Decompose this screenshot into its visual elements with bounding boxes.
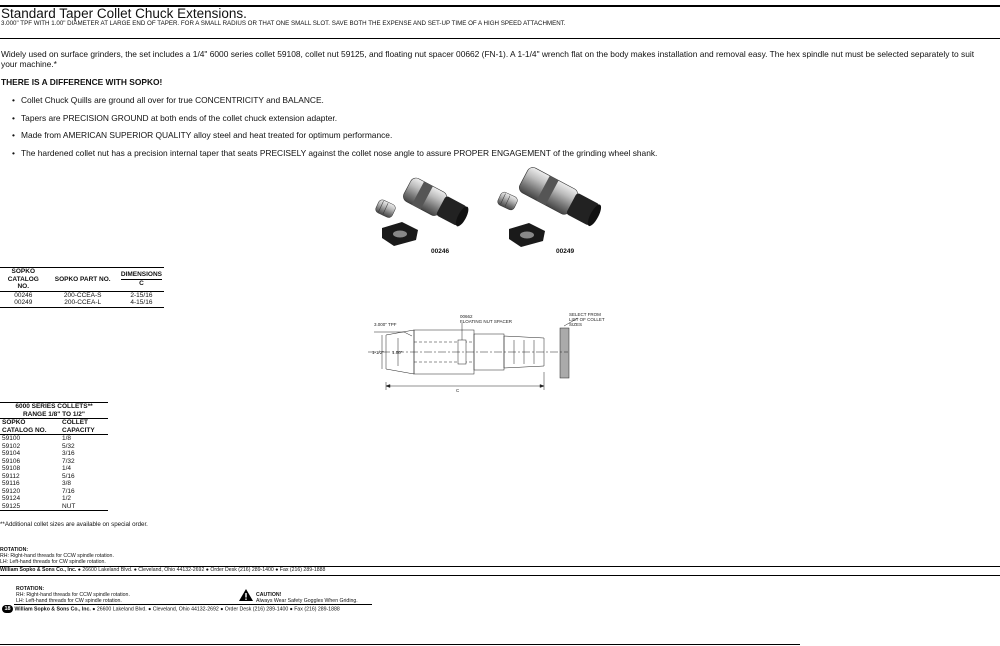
dimension-c-label: C	[456, 388, 460, 393]
spec-table	[0, 267, 164, 308]
page-subtitle: 3.000" TPF WITH 1.00" DIAMETER AT LARGE END OF TAPER. FOR A SMALL RADIUS OR THAT ONE SMALL SLOT. SAVE BOTH THE EXPENSE AND SET-UP TIME OF A HIGH SPEED ATTACHMENT.	[1, 20, 566, 27]
company-footer	[0, 567, 325, 573]
table-cell: 5/16	[62, 472, 75, 480]
table-cell: 4-15/16	[119, 299, 164, 307]
header-line: C	[139, 279, 144, 287]
rotation-lh: LH: Left-hand threads for CW spindle rotation.	[0, 559, 106, 565]
spacer-number-label: 00662	[460, 314, 473, 319]
table-cell: 1/2	[62, 495, 72, 502]
table-cell: 7/32	[62, 457, 75, 465]
table-cell: NUT	[62, 502, 76, 510]
rotation-lh-2: LH: Left-hand threads for CW spindle rotation.	[16, 598, 122, 604]
company-name-2: William Sopko & Sons Co., Inc.	[14, 606, 91, 613]
column-header-catalog	[0, 268, 47, 292]
collets-footnote: **Additional collet sizes are available on special order.	[0, 521, 148, 528]
header-line: CATALOG NO.	[7, 275, 39, 290]
photo-caption-00246: 00246	[431, 248, 450, 255]
header-line: COLLET	[62, 419, 88, 426]
select-note-line-3: SIZES	[569, 322, 583, 327]
table-cell: 1/8	[62, 435, 72, 442]
column-header-capacity	[60, 419, 108, 435]
rotation-rh-2: RH: Right-hand threads for CCW spindle rotation.	[16, 592, 130, 598]
header-line: SOPKO	[11, 268, 36, 275]
rotation-heading-2: ROTATION:	[16, 586, 45, 592]
bottom-rule	[0, 644, 800, 645]
page-title: Standard Taper Collet Chuck Extensions.	[1, 6, 247, 21]
table-row	[0, 503, 108, 511]
select-note-line-2: LIST OF COLLET	[569, 317, 605, 322]
header-line: SOPKO	[2, 419, 26, 426]
table-row	[0, 291, 164, 299]
product-photo-00246	[372, 170, 482, 250]
table-cell: 3/8	[62, 480, 72, 487]
table-cell: 00249	[0, 299, 47, 307]
collets-table-title	[0, 403, 108, 419]
table-row	[0, 435, 108, 443]
company-footer-2	[2, 605, 340, 614]
table-cell: 7/16	[62, 487, 75, 495]
table-row	[0, 480, 108, 488]
table-cell: 59112	[2, 472, 20, 480]
list-item: • Made from AMERICAN SUPERIOR QUALITY alloy steel and heat treated for optimum performance.	[12, 130, 657, 148]
feature-list	[12, 95, 657, 166]
technical-drawing	[368, 310, 618, 400]
table-cell: 5/32	[62, 442, 75, 450]
taper-label: 3.000" TPF	[374, 322, 397, 327]
header-line: CATALOG NO.	[2, 426, 47, 434]
difference-heading: THERE IS A DIFFERENCE WITH SOPKO!	[1, 77, 163, 87]
table-cell: 200-CCEA-S	[63, 291, 102, 299]
leader-line	[404, 332, 412, 336]
table-cell: 200-CCEA-L	[47, 299, 119, 307]
rotation-heading: ROTATION:	[0, 547, 29, 553]
warning-icon	[238, 588, 254, 602]
table-cell: 59120	[2, 487, 21, 495]
company-name: William Sopko & Sons Co., Inc.	[0, 567, 77, 573]
collets-table	[0, 402, 108, 511]
table-row	[0, 450, 108, 458]
table-cell: 59102	[2, 442, 21, 450]
table-cell: 2-15/16	[130, 291, 153, 299]
column-header-catalog	[0, 419, 60, 435]
grinding-wheel	[560, 328, 569, 378]
table-cell: 59100	[2, 435, 21, 442]
table-row	[0, 299, 164, 307]
column-header-part: SOPKO PART NO.	[47, 268, 119, 292]
header-rule	[0, 5, 1000, 7]
company-address-2: ● 26600 Lakeland Blvd. ● Cleveland, Ohio 44132-2692 ● Order Desk (216) 289-1400 ● Fax (216) 289-1888	[92, 606, 340, 613]
page-number: 18	[2, 605, 13, 613]
table-cell: 59108	[2, 465, 21, 472]
table-row	[0, 443, 108, 451]
list-item: • Tapers are PRECISION GROUND at both ends of the collet chuck extension adapter.	[12, 113, 657, 131]
title-line: RANGE 1/8" TO 1/2"	[22, 410, 86, 418]
table-cell: 3/16	[62, 450, 75, 457]
table-cell: 59124	[2, 495, 21, 502]
inner-diameter-label: 1.00"	[392, 350, 403, 355]
table-row	[0, 458, 108, 466]
table-cell: 59104	[2, 450, 21, 457]
table-cell: 1/4	[62, 465, 72, 472]
spacer-name-label: FLOATING NUT SPACER	[460, 319, 513, 324]
table-row	[0, 473, 108, 481]
subtitle-rule	[0, 38, 1000, 39]
select-note-line-1: SELECT FROM	[569, 312, 601, 317]
photo-caption-00249: 00249	[556, 248, 575, 255]
header-line: DIMENSIONS	[120, 271, 162, 279]
rotation-rh: RH: Right-hand threads for CCW spindle rotation.	[0, 553, 114, 559]
outer-diameter-label: 1-1/2"	[372, 350, 384, 355]
table-row	[0, 495, 108, 503]
company-address: ● 26600 Lakeland Blvd. ● Cleveland, Ohio 44132-2692 ● Order Desk (216) 289-1400 ● Fax (216) 289-1888	[77, 567, 326, 573]
list-item: • Collet Chuck Quills are ground all over for true CONCENTRICITY and BALANCE.	[12, 95, 657, 113]
title-line: 6000 SERIES COLLETS**	[15, 403, 93, 410]
footer-rule-lower	[0, 575, 1000, 576]
intro-paragraph: Widely used on surface grinders, the set includes a 1/4" 6000 series collet 59108, collet nut 59125, and floating nut spacer 00662 (FN-1). A 1-1/4" wrench flat on the body makes installation and removal easy. The hex spindle nut must be selected separately to suit your machine.*	[1, 49, 975, 69]
header-line: CAPACITY	[62, 426, 95, 434]
table-row	[0, 465, 108, 473]
table-cell: 59125	[2, 502, 21, 510]
list-item: • The hardened collet nut has a precision internal taper that seats PRECISELY against the collet nose angle to assure PROPER ENGAGEMENT of the grinding wheel shank.	[12, 148, 657, 166]
table-cell: 00246	[14, 291, 33, 299]
caution-text: Always Wear Safety Goggles When Griding.	[256, 598, 358, 604]
table-cell: 59106	[2, 457, 21, 465]
column-header-dimensions	[119, 268, 164, 292]
caution-heading: CAUTION!	[256, 592, 282, 598]
table-row	[0, 488, 108, 496]
table-cell: 59116	[2, 480, 20, 487]
product-photo-00249	[495, 165, 615, 250]
